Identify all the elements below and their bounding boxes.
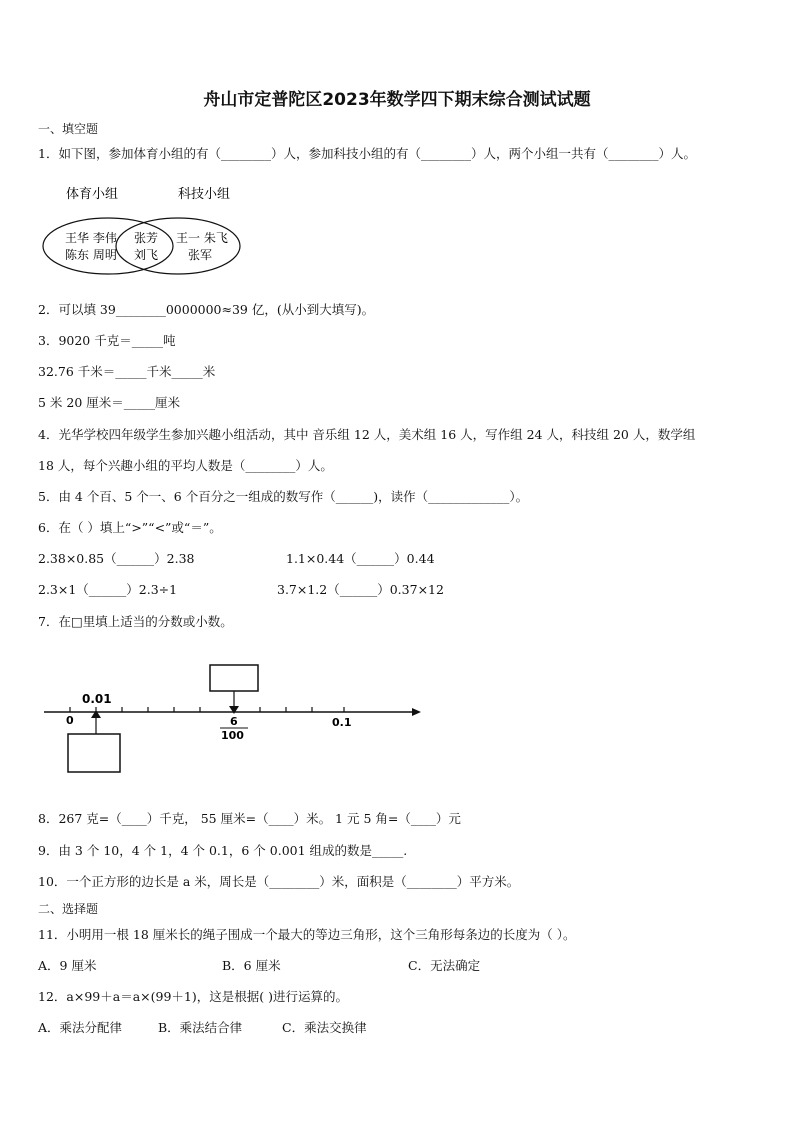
- question-11: 11．小明用一根 18 厘米长的绳子围成一个最大的等边三角形，这个三角形每条边的长度为（ ）。: [38, 927, 576, 942]
- number-line-arrowhead: [412, 708, 421, 716]
- question-12-option-a: A．乘法分配律: [38, 1020, 123, 1035]
- arrow-up-head: [91, 710, 101, 718]
- section-heading-multiple-choice: 二、选择题: [38, 902, 99, 916]
- question-9: 9．由 3 个 10，4 个 1，4 个 0.1，6 个 0.001 组成的数是_____.: [38, 843, 408, 858]
- venn-label-sports: 体育小组: [66, 187, 119, 202]
- venn-circle-right: [116, 218, 240, 274]
- question-5: 5．由 4 个百、5 个一、6 个百分之一组成的数写作（______)，读作（_____________）。: [38, 489, 529, 504]
- answer-box-bottom: [68, 734, 120, 772]
- question-10: 10．一个正方形的边长是 a 米，周长是（________）米，面积是（________）平方米。: [38, 874, 520, 889]
- question-4-line2: 18 人，每个兴趣小组的平均人数是（________）人。: [38, 458, 333, 473]
- question-3a: 3．9020 千克＝_____吨: [38, 333, 176, 348]
- fraction-denominator: 100: [221, 729, 244, 742]
- question-12: 12．a×99＋a＝a×(99＋1)，这是根据( )进行运算的。: [38, 989, 348, 1004]
- question-1: 1．如下图，参加体育小组的有（________）人，参加科技小组的有（________）人，两个小组一共有（________）人。: [38, 146, 696, 161]
- fraction-numerator: 6: [230, 715, 238, 728]
- label-0-01: 0.01: [82, 692, 112, 706]
- question-11-option-b: B．6 厘米: [222, 958, 281, 973]
- question-6: 6．在（ ）填上“>”“<”或“＝”。: [38, 520, 222, 535]
- page-title: 舟山市定普陀区2023年数学四下期末综合测试试题: [203, 90, 591, 110]
- question-3b: 32.76 千米＝_____千米_____米: [38, 364, 216, 379]
- question-11-option-a: A．9 厘米: [38, 958, 97, 973]
- label-zero: 0: [66, 714, 74, 727]
- question-7: 7．在□里填上适当的分数或小数。: [38, 614, 233, 629]
- venn-right-names-2: 张军: [188, 248, 213, 262]
- venn-circle-left: [43, 218, 173, 274]
- venn-middle-names-1: 张芳: [134, 231, 159, 245]
- question-12-option-c: C．乘法交换律: [282, 1020, 367, 1035]
- venn-right-names-1: 王一 朱飞: [176, 231, 228, 245]
- venn-label-tech: 科技小组: [178, 187, 231, 202]
- question-8: 8．267 克=（____）千克， 55 厘米=（____）米。 1 元 5 角=（____）元: [38, 811, 461, 826]
- section-heading-fill-blank: 一、填空题: [38, 122, 99, 136]
- number-line-figure: [40, 660, 430, 778]
- question-6d: 3.7×1.2（______）0.37×12: [277, 582, 444, 597]
- question-3c: 5 米 20 厘米＝_____厘米: [38, 395, 181, 410]
- venn-left-names-2: 陈东 周明: [65, 248, 117, 262]
- venn-middle-names-2: 刘飞: [134, 248, 159, 262]
- question-12-option-b: B．乘法结合律: [158, 1020, 243, 1035]
- question-6c: 2.3×1（______）2.3÷1: [38, 582, 178, 597]
- label-0-1: 0.1: [332, 716, 352, 729]
- venn-left-names-1: 王华 李伟: [65, 231, 117, 245]
- venn-diagram: [38, 178, 258, 280]
- question-2: 2．可以填 39________0000000≈39 亿，(从小到大填写)。: [38, 302, 375, 317]
- question-6a: 2.38×0.85（______）2.38: [38, 551, 195, 566]
- question-4-line1: 4．光华学校四年级学生参加兴趣小组活动，其中 音乐组 12 人，美术组 16 人，写作组 24 人，科技组 20 人，数学组: [38, 427, 696, 442]
- answer-box-top: [210, 665, 258, 691]
- question-6b: 1.1×0.44（______）0.44: [286, 551, 435, 566]
- question-11-option-c: C．无法确定: [408, 958, 481, 973]
